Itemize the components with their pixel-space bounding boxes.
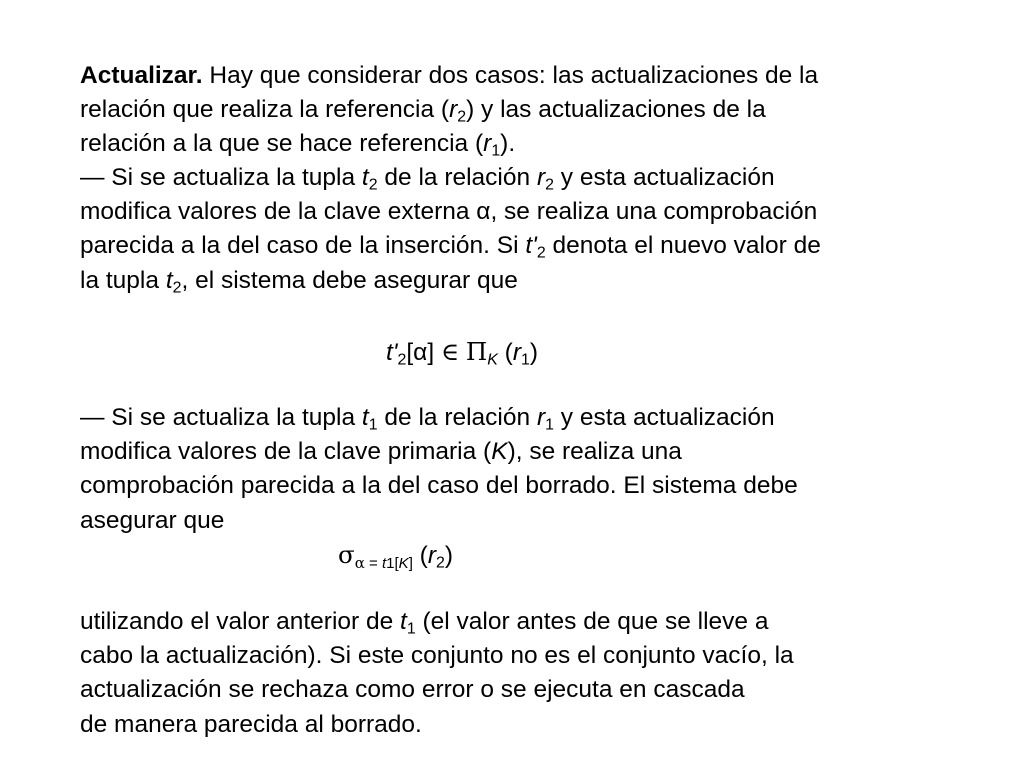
- projection-symbol: Π: [465, 337, 488, 366]
- text-span: parecida a la del caso de la inserción. Si: [80, 232, 526, 260]
- text-span: relación a la que se hace referencia (: [80, 130, 484, 158]
- formula-paren: ): [529, 339, 539, 366]
- text-span: ).: [500, 130, 516, 158]
- text-span: y esta actualización: [553, 164, 775, 191]
- text-line: [80, 93, 980, 127]
- text-line: [80, 229, 980, 263]
- text-span: de la relación: [377, 164, 537, 191]
- text-span: ) y las actualizaciones de la: [466, 96, 766, 124]
- text-line: [80, 435, 980, 469]
- var-r: r: [536, 164, 546, 191]
- text-line: [80, 708, 980, 742]
- paragraph-case-foreign-key: [80, 161, 980, 298]
- var-alpha: α: [354, 554, 365, 573]
- subscript: 1: [521, 351, 530, 369]
- formula-paren: ): [444, 542, 454, 569]
- subscript: 2: [436, 554, 445, 572]
- text-span: — Si se actualiza la tupla: [80, 164, 362, 191]
- text-line: [80, 401, 980, 435]
- heading-actualizar: Actualizar.: [80, 62, 203, 89]
- paragraph-case-primary-key: [80, 401, 980, 538]
- text-line: [80, 264, 980, 298]
- text-span: comprobación parecida a la del caso del borrado. El sistema debe: [80, 472, 798, 500]
- text-line: [80, 504, 980, 538]
- var-t: t: [361, 404, 369, 431]
- subscript: 2: [368, 176, 378, 194]
- text-span: modifica valores de la clave externa α, se realiza una comprobación: [80, 198, 818, 226]
- text-line: [80, 469, 980, 503]
- var-t-prime: t': [525, 232, 537, 260]
- text-span: de la relación: [377, 404, 537, 431]
- text-line: [80, 639, 980, 673]
- var-r: r: [512, 339, 522, 366]
- text-span: — Si se actualiza la tupla: [80, 404, 362, 431]
- text-line: [80, 127, 980, 161]
- text-span: denota el nuevo valor de: [545, 232, 821, 260]
- formula-selection: [338, 538, 453, 581]
- subscript: 1: [491, 142, 501, 160]
- var-r: r: [427, 542, 436, 569]
- var-k: K: [487, 351, 498, 369]
- var-t-prime: t': [386, 339, 398, 366]
- subscript: 2: [397, 351, 407, 369]
- text-line: [80, 59, 980, 93]
- subscript: 1: [386, 555, 395, 573]
- subscript: 2: [536, 244, 546, 262]
- text-span: Hay que considerar dos casos: las actualizaciones de la: [202, 62, 819, 89]
- text-span: ), se realiza una: [507, 438, 682, 466]
- formula-projection: [386, 335, 538, 370]
- text-span: relación que realiza la referencia (: [80, 96, 450, 124]
- paragraph-intro: [80, 59, 980, 162]
- subscript: 1: [545, 416, 554, 434]
- equals-sign: =: [364, 555, 382, 573]
- var-t: t: [361, 164, 369, 191]
- text-line: [80, 605, 980, 639]
- text-span: asegurar que: [80, 506, 225, 534]
- element-of-symbol: ∈: [440, 337, 460, 366]
- var-r: r: [483, 130, 492, 158]
- var-k: K: [491, 438, 508, 466]
- selection-symbol: σ: [338, 540, 355, 569]
- text-span: la tupla: [80, 266, 166, 294]
- var-t: t: [400, 608, 407, 635]
- formula-bracket: [α]: [406, 339, 441, 366]
- text-span: y esta actualización: [553, 404, 775, 431]
- text-line: [80, 161, 980, 195]
- text-span: (el valor antes de que se lleve a: [415, 608, 769, 635]
- text-span: modifica valores de la clave primaria (: [80, 438, 492, 466]
- text-span: de manera parecida al borrado.: [80, 710, 422, 738]
- subscript: 1: [406, 620, 416, 638]
- subscript: 2: [545, 176, 554, 194]
- var-k: K: [398, 555, 409, 573]
- subscript: 1: [368, 416, 378, 434]
- text-span: actualización se rechaza como error o se ejecuta en cascada: [80, 676, 745, 704]
- var-t: t: [165, 266, 173, 294]
- subscript: 2: [172, 279, 182, 297]
- paragraph-conclusion: [80, 605, 980, 742]
- text-line: [80, 195, 980, 229]
- formula-bracket: [: [394, 555, 399, 573]
- var-t: t: [381, 555, 387, 573]
- var-r: r: [449, 96, 458, 124]
- var-r: r: [536, 404, 546, 431]
- subscript: 2: [457, 108, 467, 126]
- text-span: cabo la actualización). Si este conjunto no es el conjunto vacío, la: [80, 642, 794, 670]
- text-span: utilizando el valor anterior de: [80, 608, 401, 635]
- formula-bracket: ]: [408, 555, 413, 573]
- selection-condition: [355, 555, 413, 572]
- formula-paren: (: [412, 542, 428, 569]
- text-span: , el sistema debe asegurar que: [181, 266, 518, 294]
- text-line: [80, 673, 980, 707]
- formula-paren: (: [497, 339, 513, 366]
